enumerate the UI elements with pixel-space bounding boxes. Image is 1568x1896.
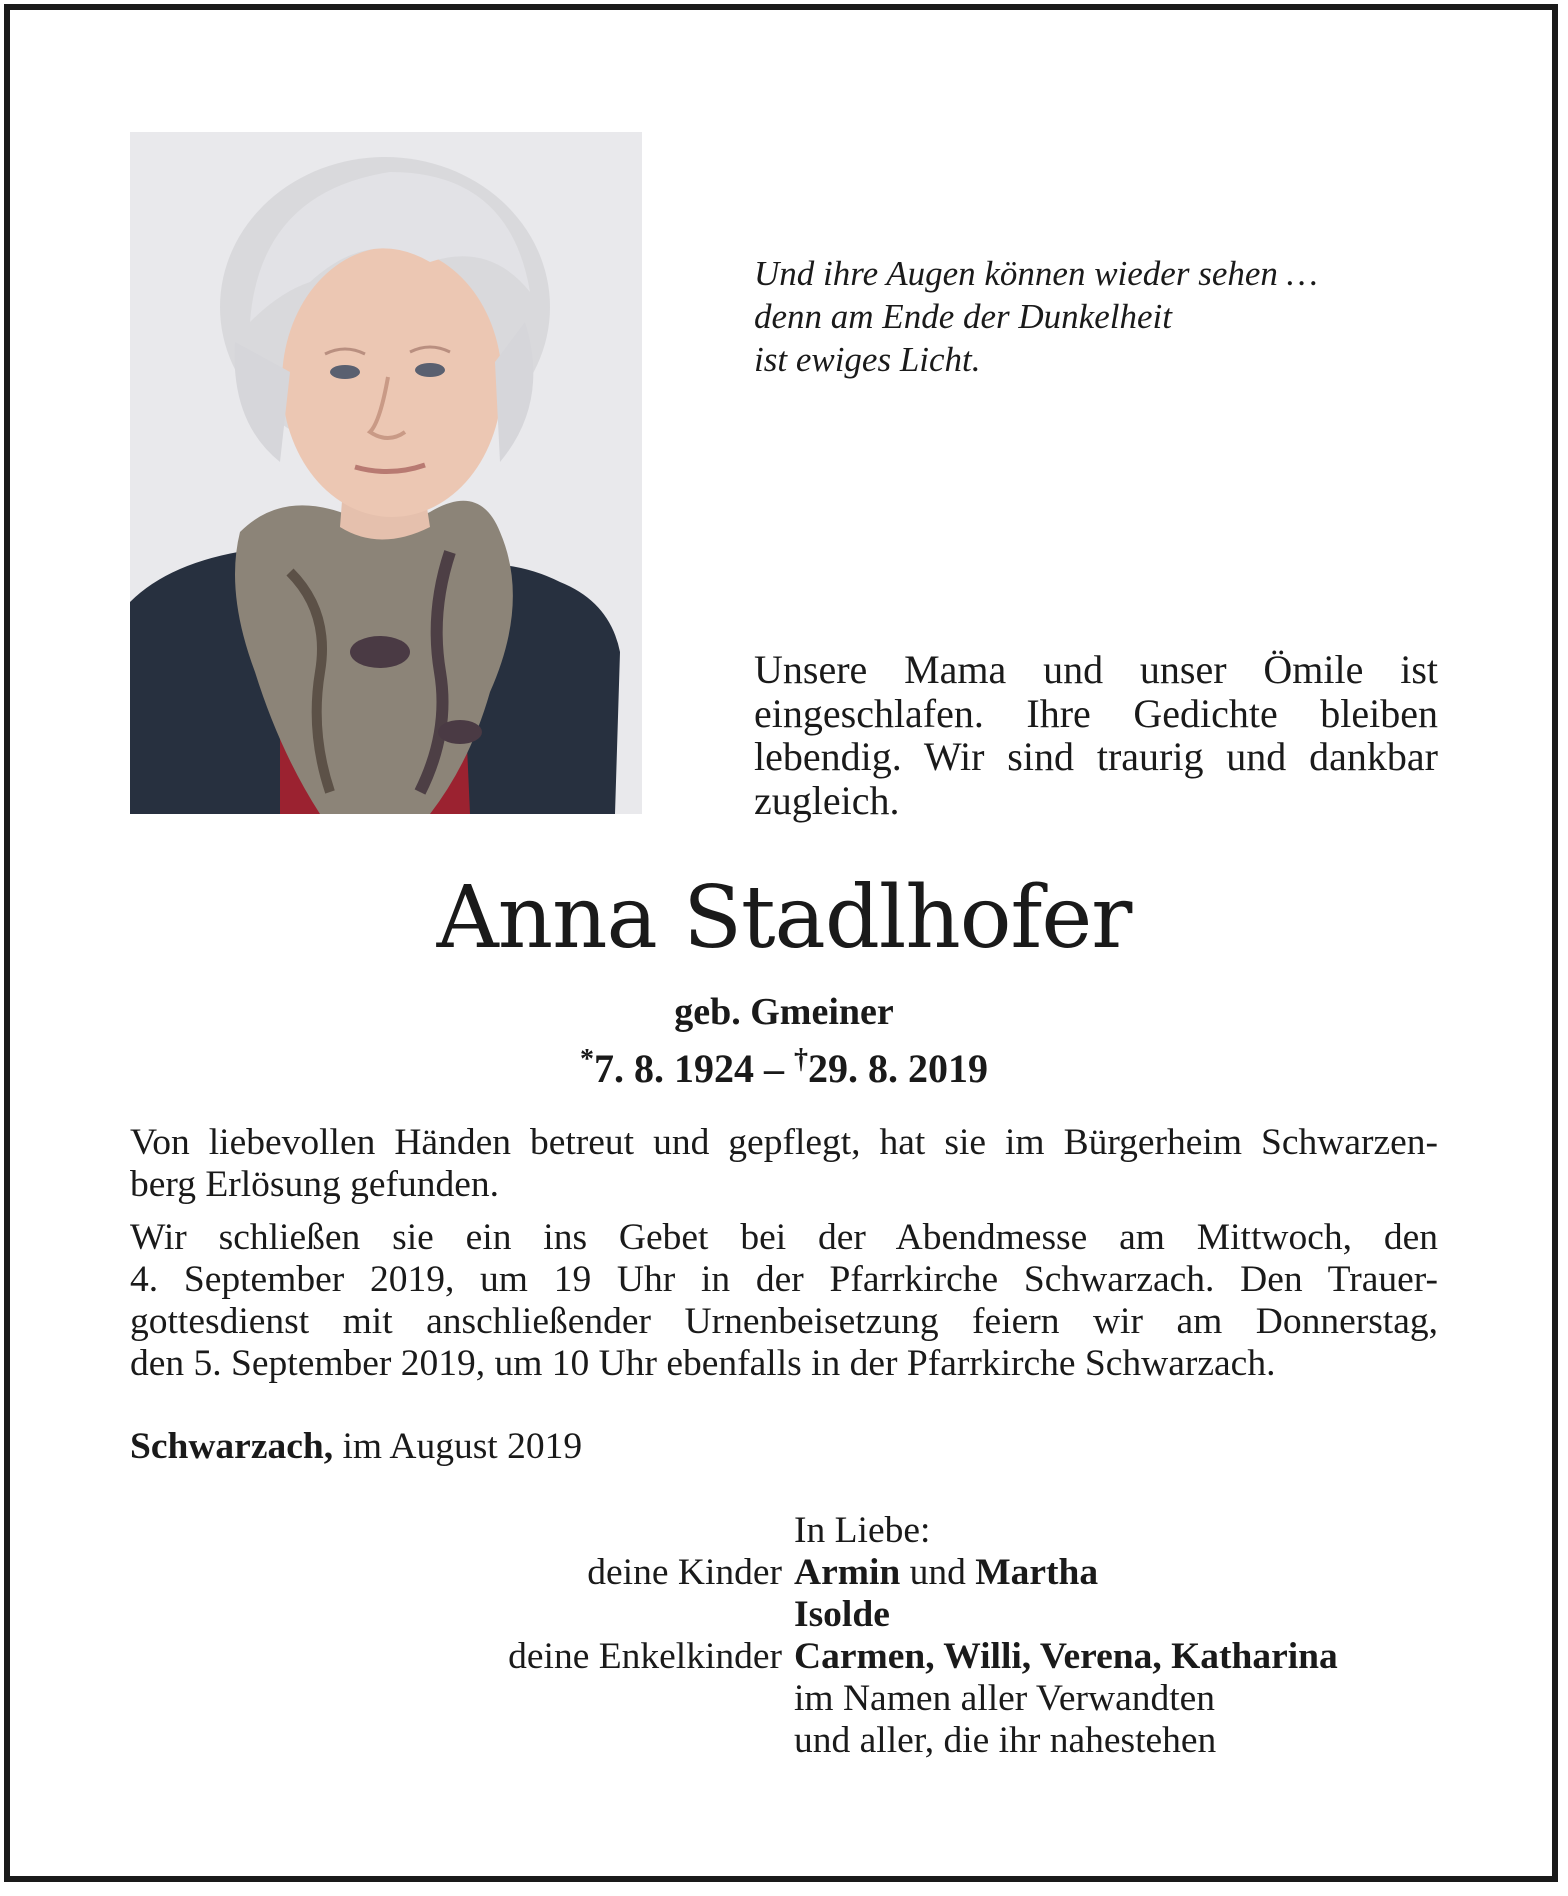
- signature-row: [0, 1594, 1568, 1636]
- paragraph-line: den 5. September 2019, um 10 Uhr ebenfalls in der Pfarrkirche Schwarzach.: [130, 1343, 1276, 1384]
- closing-line: im Namen aller Verwandten: [794, 1678, 1216, 1719]
- child-name: Isolde: [794, 1594, 890, 1635]
- closing-line: und aller, die ihr nahestehen: [794, 1720, 1217, 1761]
- children-names: [794, 1552, 1098, 1594]
- paragraph-line: 4. September 2019, um 19 Uhr in der Pfarrkirche Schwarzach. Den Trauer-: [130, 1259, 1438, 1300]
- signature-heading: In Liebe:: [794, 1510, 931, 1551]
- epigraph-quote: [754, 252, 1394, 381]
- intro-text: Unsere Mama und unser Ömile ist eingeschlafen. Ihre Gedichte bleiben lebendig. Wir sind traurig und dankbar zugleich.: [754, 647, 1438, 823]
- signature-row: [0, 1510, 1568, 1552]
- date-separator: –: [754, 1046, 794, 1091]
- portrait-illustration: [130, 132, 642, 814]
- paragraph-line: berg Erlösung gefunden.: [130, 1164, 500, 1205]
- birth-symbol: *: [580, 1044, 594, 1075]
- children-label: deine Kinder: [587, 1552, 782, 1593]
- death-date: 29. 8. 2019: [808, 1046, 988, 1091]
- quote-line: ist ewiges Licht.: [754, 340, 981, 379]
- signature-row: [0, 1678, 1568, 1720]
- deceased-name: Anna Stadlhofer: [436, 868, 1132, 968]
- signature-row: [0, 1636, 1568, 1678]
- paragraph-services: [130, 1217, 1438, 1385]
- place-town: Schwarzach,: [130, 1426, 334, 1467]
- quote-line: Und ihre Augen können wieder sehen …: [754, 254, 1318, 293]
- child-name: Martha: [975, 1552, 1099, 1593]
- birth-date: 7. 8. 1924: [594, 1046, 754, 1091]
- child-name: Armin: [794, 1552, 901, 1593]
- conjunction: und: [900, 1552, 976, 1593]
- children-names: [794, 1594, 890, 1636]
- signature-row: [0, 1720, 1568, 1762]
- signature-row: [0, 1552, 1568, 1594]
- grandchildren-names: [794, 1636, 1338, 1678]
- place-date: [130, 1426, 582, 1468]
- place-date-text: im August 2019: [333, 1426, 583, 1467]
- maiden-name: geb. Gmeiner: [674, 991, 894, 1033]
- paragraph-line: Wir schließen sie ein ins Gebet bei der Abendmesse am Mittwoch, den: [130, 1217, 1438, 1258]
- quote-line: denn am Ende der Dunkelheit: [754, 297, 1172, 336]
- paragraph-line: gottesdienst mit anschließender Urnenbeisetzung feiern wir am Donnerstag,: [130, 1301, 1438, 1342]
- grandchildren-list: Carmen, Willi, Verena, Katharina: [794, 1636, 1338, 1677]
- signature-block: [0, 1510, 1568, 1762]
- paragraph-line: Von liebevollen Händen betreut und gepflegt, hat sie im Bürgerheim Schwarzen-: [130, 1122, 1438, 1163]
- portrait-photo: [130, 132, 642, 814]
- death-symbol: †: [794, 1044, 808, 1075]
- life-dates: [0, 1036, 1568, 1093]
- grandchildren-label: deine Enkelkinder: [508, 1636, 782, 1677]
- paragraph-care: [130, 1122, 1438, 1206]
